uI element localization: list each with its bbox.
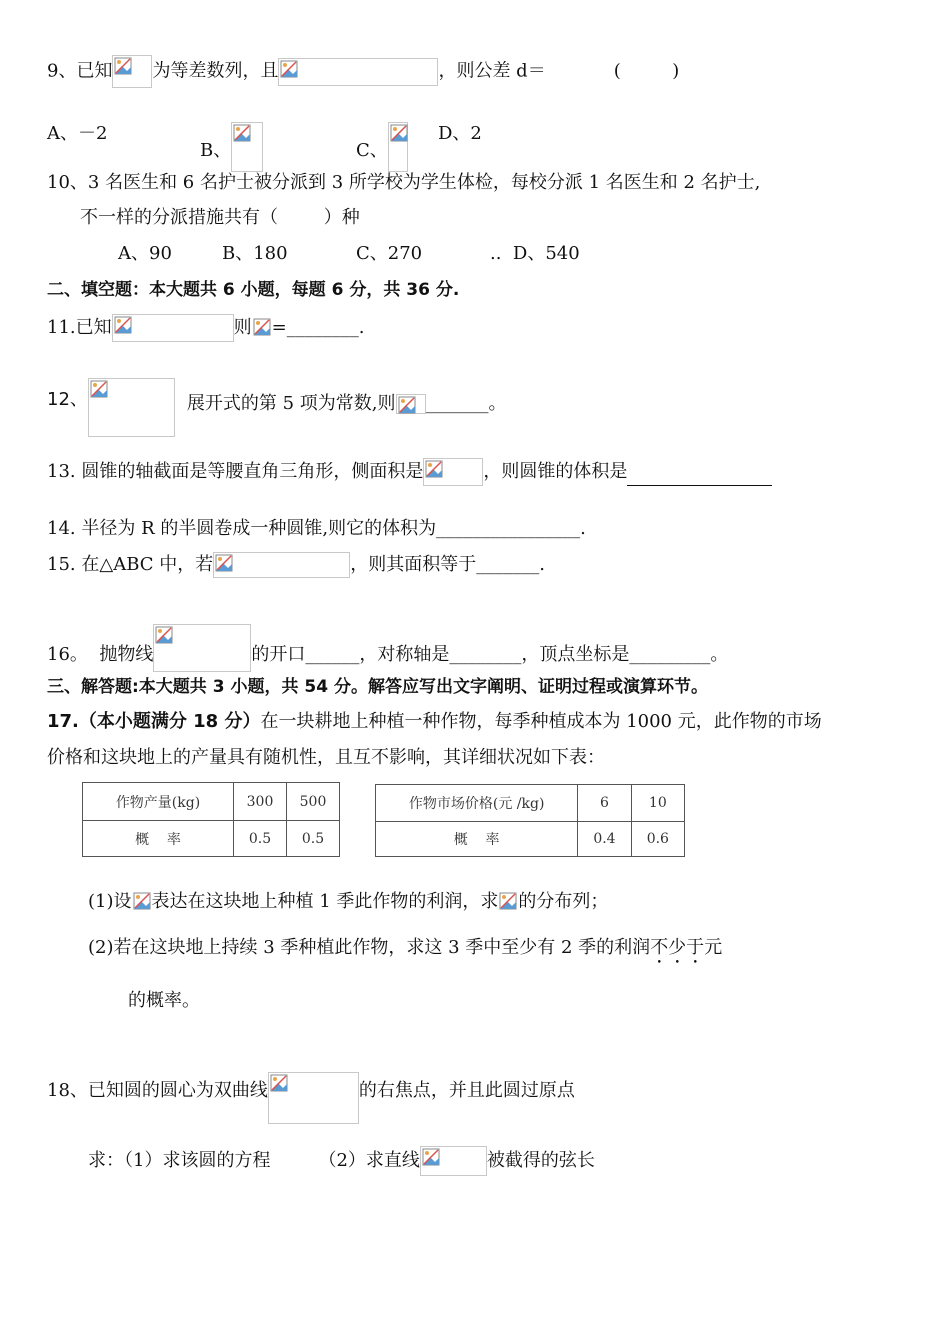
q9-mid2: ，则公差 d＝ (438, 60, 546, 82)
broken-image-icon (388, 122, 408, 172)
q9-option-c (356, 122, 408, 172)
table-header-cell: 作物市场价格(元 /kg) (376, 785, 578, 822)
q17-part2-a: (2)若在这块地上持续 3 季种植此作物，求这 3 季中至少有 2 季的利润 (88, 937, 651, 958)
broken-image-icon (213, 552, 350, 578)
broken-image-icon (396, 394, 426, 414)
broken-image-icon (231, 122, 263, 172)
q16-suffix: 的开口______，对称轴是________，顶点坐标是_________。 (251, 644, 729, 665)
question-11 (47, 314, 364, 342)
question-12 (47, 378, 507, 437)
broken-image-icon (423, 458, 483, 486)
q9-option-b-label: B、 (200, 140, 232, 161)
q16-prefix: 16。 抛物线 (47, 644, 154, 665)
q18-suffix: 的右焦点，并且此圆过原点 (358, 1080, 575, 1101)
q15-prefix: 15. 在△ABC 中，若 (47, 554, 214, 575)
broken-image-icon (132, 891, 152, 913)
q17-part1-b: 表达在这块地上种植 1 季此作物的利润，求 (151, 891, 499, 912)
table-cell: 0.5 (234, 821, 287, 857)
q17-points: 17.（本小题满分 18 分） (47, 711, 261, 732)
q9-paren: ( ) (613, 60, 680, 82)
q10-line2: 不一样的分派措施共有（ ）种 (80, 207, 360, 228)
table-cell: 0.5 (287, 821, 340, 857)
q17-part2-line2: 的概率。 (128, 990, 200, 1011)
question-16 (47, 624, 728, 672)
q10-option-c: C、270 (356, 243, 423, 264)
q12-prefix: 12、 (47, 389, 88, 410)
q17-part2-b: 元 (704, 937, 723, 958)
q18-prefix: 18、已知圆的圆心为双曲线 (47, 1080, 268, 1101)
q9-option-a: A、－2 (47, 123, 108, 144)
table-cell: 0.6 (631, 822, 684, 857)
broken-image-icon (88, 378, 175, 437)
q11-prefix: 11.已知 (47, 317, 112, 338)
q15-suffix: ，则其面积等于_______. (350, 554, 545, 575)
broken-image-icon (153, 624, 251, 672)
broken-image-icon (112, 55, 152, 88)
table-header-cell: 500 (287, 783, 340, 821)
q18-ask-a: 求：（1）求该圆的方程 (88, 1150, 271, 1171)
q10-option-a: A、90 (118, 243, 172, 264)
q12-mid: 展开式的第 5 项为常数,则 (186, 393, 396, 414)
question-13 (47, 458, 772, 486)
broken-image-icon (420, 1146, 487, 1176)
section-3-heading: 三、解答题:本大题共 3 小题，共 54 分。解答应写出文字阐明、证明过程或演算环节。 (47, 677, 708, 697)
q17-part2 (88, 936, 722, 968)
section-2-heading: 二、填空题：本大题共 6 小题，每题 6 分，共 36 分. (47, 280, 460, 300)
q9-mid1: 为等差数列，且 (152, 60, 279, 82)
broken-image-icon (112, 314, 234, 342)
q9-option-b (200, 122, 263, 172)
q13-answer-blank (627, 467, 772, 486)
price-probability-table (375, 784, 685, 857)
table-cell: 0.4 (578, 822, 631, 857)
broken-image-icon (278, 58, 438, 86)
table-header-cell: 300 (234, 783, 287, 821)
question-14: 14. 半径为 R 的半圆卷成一种圆锥,则它的体积为________________. (47, 518, 586, 539)
q18-ask-b: （2）求直线 (318, 1150, 420, 1171)
q17-part1-c: 的分布列； (518, 891, 609, 912)
question-18 (47, 1072, 575, 1124)
q17-part1 (88, 890, 608, 914)
q17-part1-a: (1)设 (88, 891, 132, 912)
broken-image-icon (498, 891, 518, 913)
question-9 (47, 55, 679, 88)
q18-ask (88, 1146, 595, 1176)
table-header-cell: 10 (631, 785, 684, 822)
broken-image-icon (268, 1072, 359, 1124)
table-cell: 概 率 (376, 822, 578, 857)
q10-line1: 10、3 名医生和 6 名护士被分派到 3 所学校为学生体检，每校分派 1 名医生和 2 名护士, (47, 172, 761, 193)
q17-line1-text: 在一块耕地上种植一种作物，每季种植成本为 1000 元，此作物的市场 (260, 711, 822, 732)
q9-option-d: D、2 (438, 123, 482, 144)
q13-suffix: ，则圆锥的体积是 (483, 461, 628, 482)
q10-option-d: .. D、540 (490, 243, 580, 264)
q12-suffix: _______。 (425, 393, 507, 414)
q18-ask-c: 被截得的弦长 (486, 1150, 595, 1171)
question-15 (47, 552, 545, 578)
broken-image-icon (252, 317, 272, 339)
q13-prefix: 13. 圆锥的轴截面是等腰直角三角形，侧面积是 (47, 461, 424, 482)
q11-suffix: =________. (271, 317, 365, 338)
table-cell: 概 率 (83, 821, 234, 857)
table-header-cell: 作物产量(kg) (83, 783, 234, 821)
q9-option-c-label: C、 (356, 140, 388, 161)
yield-probability-table (82, 782, 340, 857)
q9-prefix: 9、已知 (47, 60, 113, 82)
q17-line2: 价格和这块地上的产量具有随机性，且互不影响，其详细状况如下表： (47, 747, 605, 768)
table-header-cell: 6 (578, 785, 631, 822)
q17-line1 (47, 710, 822, 734)
q11-mid: 则 (233, 317, 252, 338)
q10-option-b: B、180 (222, 243, 288, 264)
q17-part2-emphasis: 不少于 (650, 937, 705, 958)
